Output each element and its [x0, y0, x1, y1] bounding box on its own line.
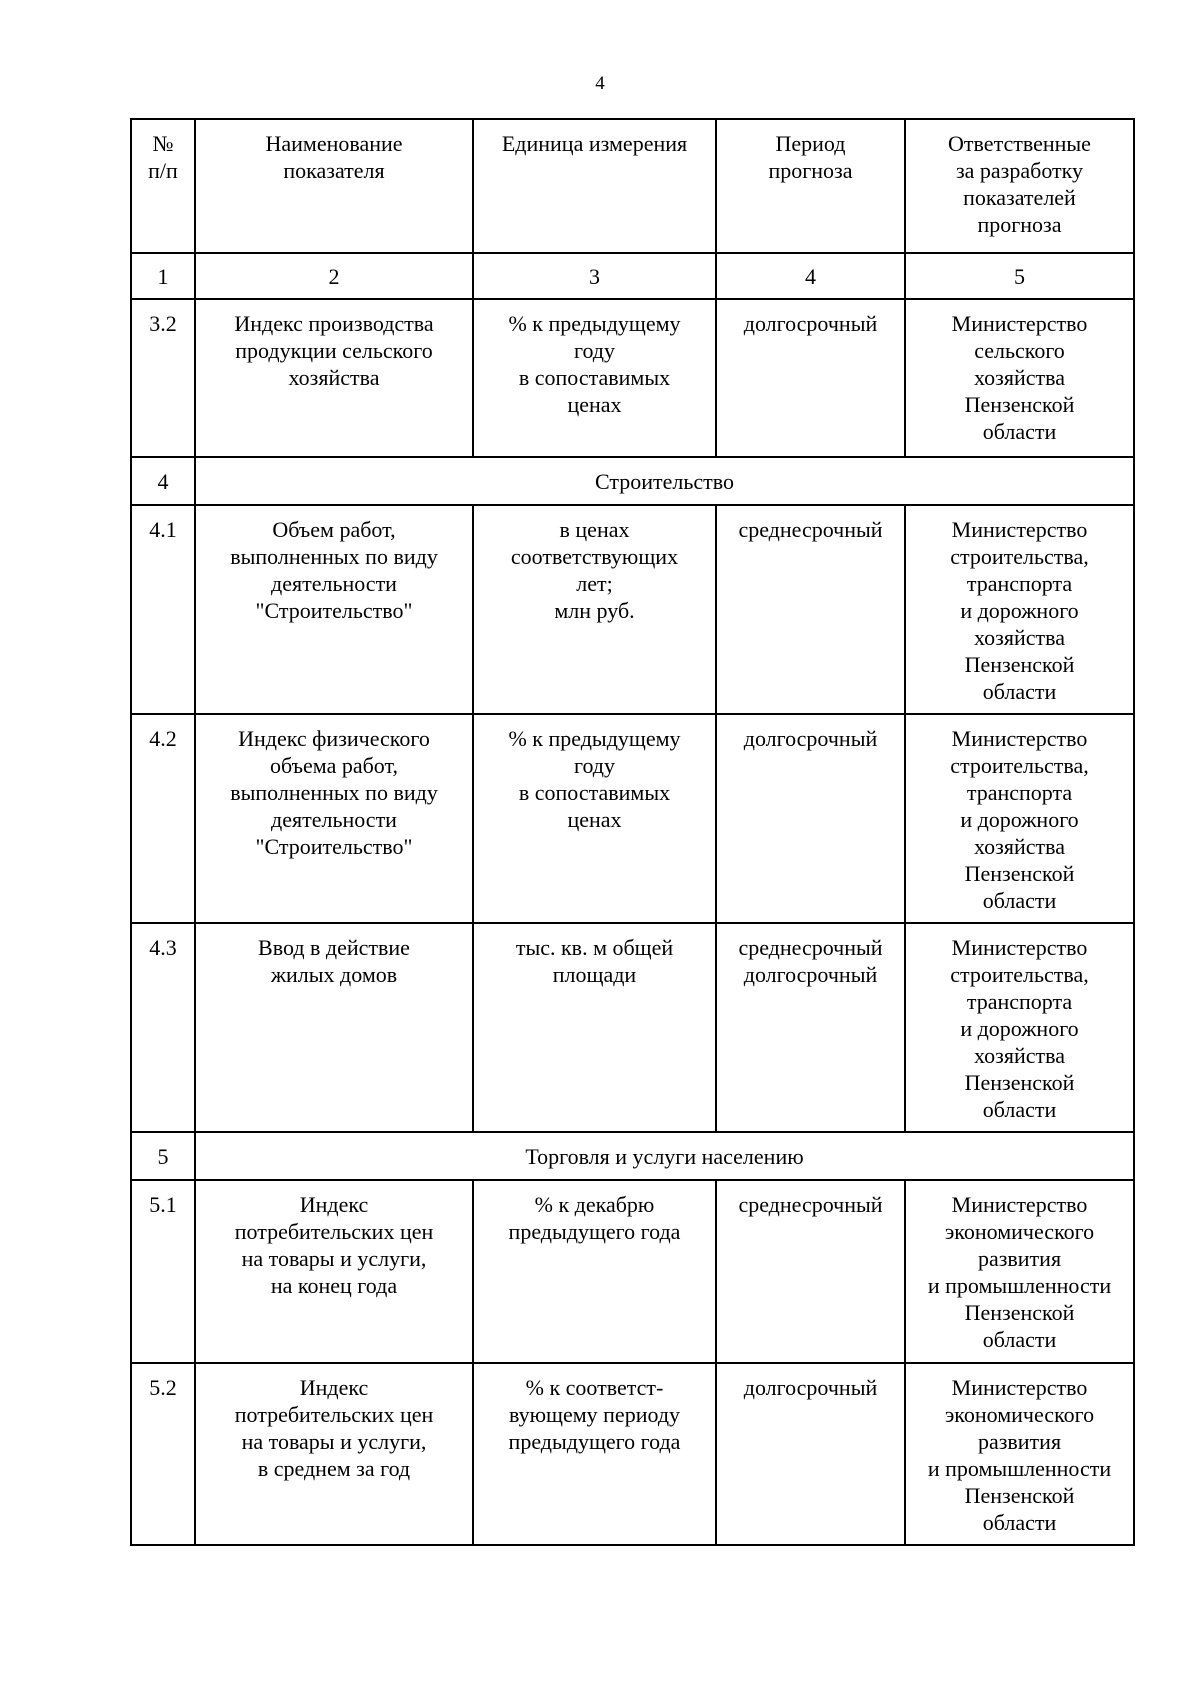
responsible-cell: Министерство строительства, транспорта и дорожного хозяйства Пензенской области: [905, 505, 1134, 714]
unit-cell: % к предыдущему году в сопоставимых ценах: [473, 299, 716, 457]
responsible-cell: Министерство экономического развития и промышленности Пензенской области: [905, 1180, 1134, 1363]
header-cell-number: № п/п: [131, 119, 195, 253]
responsible-cell: Министерство экономического развития и промышленности Пензенской области: [905, 1363, 1134, 1545]
header-cell-responsible: Ответственные за разработку показателей прогноза: [905, 119, 1134, 253]
period-cell: долгосрочный: [716, 714, 905, 923]
table-row: [131, 923, 1134, 1132]
row-number-cell: 5.1: [131, 1180, 195, 1363]
responsible-cell: Министерство сельского хозяйства Пензенской области: [905, 299, 1134, 457]
period-cell: среднесрочный долгосрочный: [716, 923, 905, 1132]
indicator-name-cell: Ввод в действие жилых домов: [195, 923, 473, 1132]
unit-cell: тыс. кв. м общей площади: [473, 923, 716, 1132]
unit-cell: % к декабрю предыдущего года: [473, 1180, 716, 1363]
column-number-cell: 4: [716, 253, 905, 299]
responsible-cell: Министерство строительства, транспорта и дорожного хозяйства Пензенской области: [905, 923, 1134, 1132]
table-row: [131, 299, 1134, 457]
row-number-cell: 4.3: [131, 923, 195, 1132]
section-row: [131, 1132, 1134, 1180]
table-header-row: [131, 119, 1134, 253]
section-title-cell: Строительство: [195, 457, 1134, 505]
column-number-cell: 2: [195, 253, 473, 299]
table-row: [131, 714, 1134, 923]
column-number-cell: 1: [131, 253, 195, 299]
column-number-cell: 3: [473, 253, 716, 299]
indicator-name-cell: Объем работ, выполненных по виду деятельности "Строительство": [195, 505, 473, 714]
row-number-cell: 4.2: [131, 714, 195, 923]
header-cell-name: Наименование показателя: [195, 119, 473, 253]
section-title-cell: Торговля и услуги населению: [195, 1132, 1134, 1180]
table-row: [131, 1180, 1134, 1363]
unit-cell: % к предыдущему году в сопоставимых ценах: [473, 714, 716, 923]
period-cell: среднесрочный: [716, 1180, 905, 1363]
table-row: [131, 1363, 1134, 1545]
header-cell-unit: Единица измерения: [473, 119, 716, 253]
row-number-cell: 4.1: [131, 505, 195, 714]
row-number-cell: 5.2: [131, 1363, 195, 1545]
indicator-name-cell: Индекс потребительских цен на товары и услуги, на конец года: [195, 1180, 473, 1363]
page-number: 4: [595, 73, 605, 94]
indicator-name-cell: Индекс потребительских цен на товары и услуги, в среднем за год: [195, 1363, 473, 1545]
column-number-cell: 5: [905, 253, 1134, 299]
section-number-cell: 4: [131, 457, 195, 505]
responsible-cell: Министерство строительства, транспорта и дорожного хозяйства Пензенской области: [905, 714, 1134, 923]
row-number-cell: 3.2: [131, 299, 195, 457]
header-cell-period: Период прогноза: [716, 119, 905, 253]
period-cell: долгосрочный: [716, 1363, 905, 1545]
table-row: [131, 505, 1134, 714]
section-row: [131, 457, 1134, 505]
period-cell: среднесрочный: [716, 505, 905, 714]
unit-cell: в ценах соответствующих лет; млн руб.: [473, 505, 716, 714]
period-cell: долгосрочный: [716, 299, 905, 457]
section-number-cell: 5: [131, 1132, 195, 1180]
indicator-name-cell: Индекс производства продукции сельского хозяйства: [195, 299, 473, 457]
column-number-row: [131, 253, 1134, 299]
unit-cell: % к соответст- вующему периоду предыдущего года: [473, 1363, 716, 1545]
indicator-name-cell: Индекс физического объема работ, выполненных по виду деятельности "Строительство": [195, 714, 473, 923]
forecast-indicators-table: [130, 118, 1135, 1546]
